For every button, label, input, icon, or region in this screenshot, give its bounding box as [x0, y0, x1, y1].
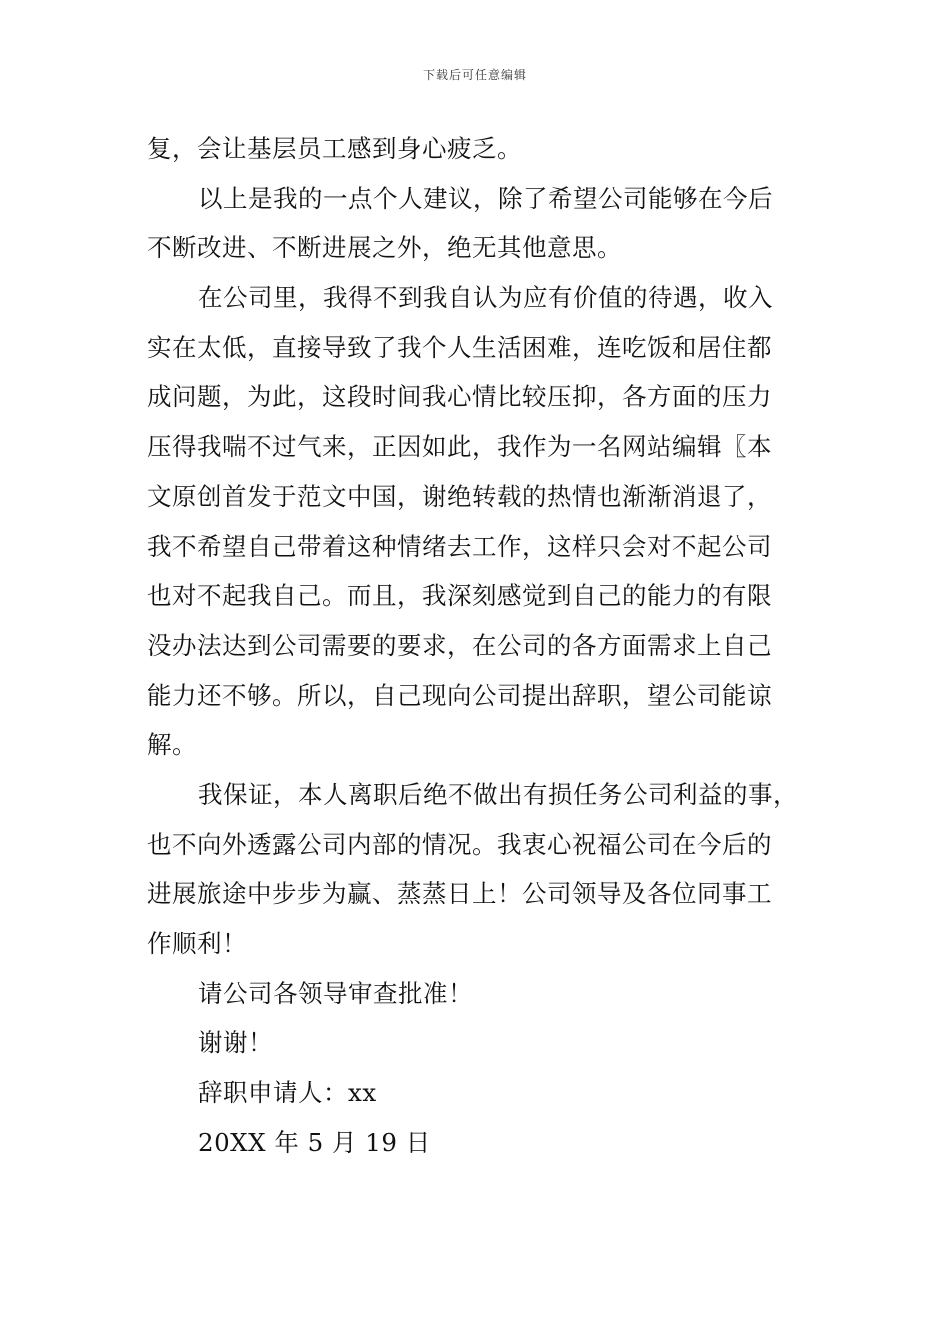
closing-request: 请公司各领导审查批准！: [198, 978, 473, 1008]
text-line: 作顺利！: [147, 929, 247, 958]
text-line: 解。: [147, 730, 197, 760]
signature-line: 辞职申请人：xx: [198, 1078, 377, 1108]
text-line: 复，会让基层员工感到身心疲乏。: [147, 134, 522, 163]
text-line: 实在太低，直接导致了我个人生活困难，连吃饭和居住都: [147, 332, 772, 362]
text-line: 进展旅途中步步为赢、蒸蒸日上！公司领导及各位同事工: [147, 879, 772, 909]
paragraph-start-line: 在公司里，我得不到我自认为应有价值的待遇，收入: [198, 283, 773, 313]
paragraph-start-line: 以上是我的一点个人建议，除了希望公司能够在今后: [198, 183, 773, 213]
paragraph-start-line: 我保证，本人离职后绝不做出有损任务公司利益的事，: [198, 779, 798, 809]
date-line: 20XX 年 5 月 19 日: [198, 1127, 431, 1157]
text-line: 没办法达到公司需要的要求，在公司的各方面需求上自己: [147, 630, 772, 660]
text-line: 成问题，为此，这段时间我心情比较压抑，各方面的压力: [147, 382, 772, 412]
text-line: 我不希望自己带着这种情绪去工作，这样只会对不起公司: [147, 531, 772, 561]
page-header-note: 下载后可任意编辑: [422, 68, 527, 82]
text-line: 不断改进、不断进展之外，绝无其他意思。: [147, 233, 622, 263]
text-line: 压得我喘不过气来，正因如此，我作为一名网站编辑〖本: [147, 432, 772, 462]
closing-thanks: 谢谢！: [198, 1028, 273, 1058]
document-body: [147, 124, 807, 1167]
text-line: 也对不起我自己。而且，我深刻感觉到自己的能力的有限: [147, 581, 772, 611]
text-line: 能力还不够。所以，自己现向公司提出辞职，望公司能谅: [147, 680, 772, 710]
text-line: 也不向外透露公司内部的情况。我衷心祝福公司在今后的: [147, 829, 772, 859]
text-line: 文原创首发于范文中国，谢绝转载的热情也渐渐消退了，: [147, 481, 772, 511]
